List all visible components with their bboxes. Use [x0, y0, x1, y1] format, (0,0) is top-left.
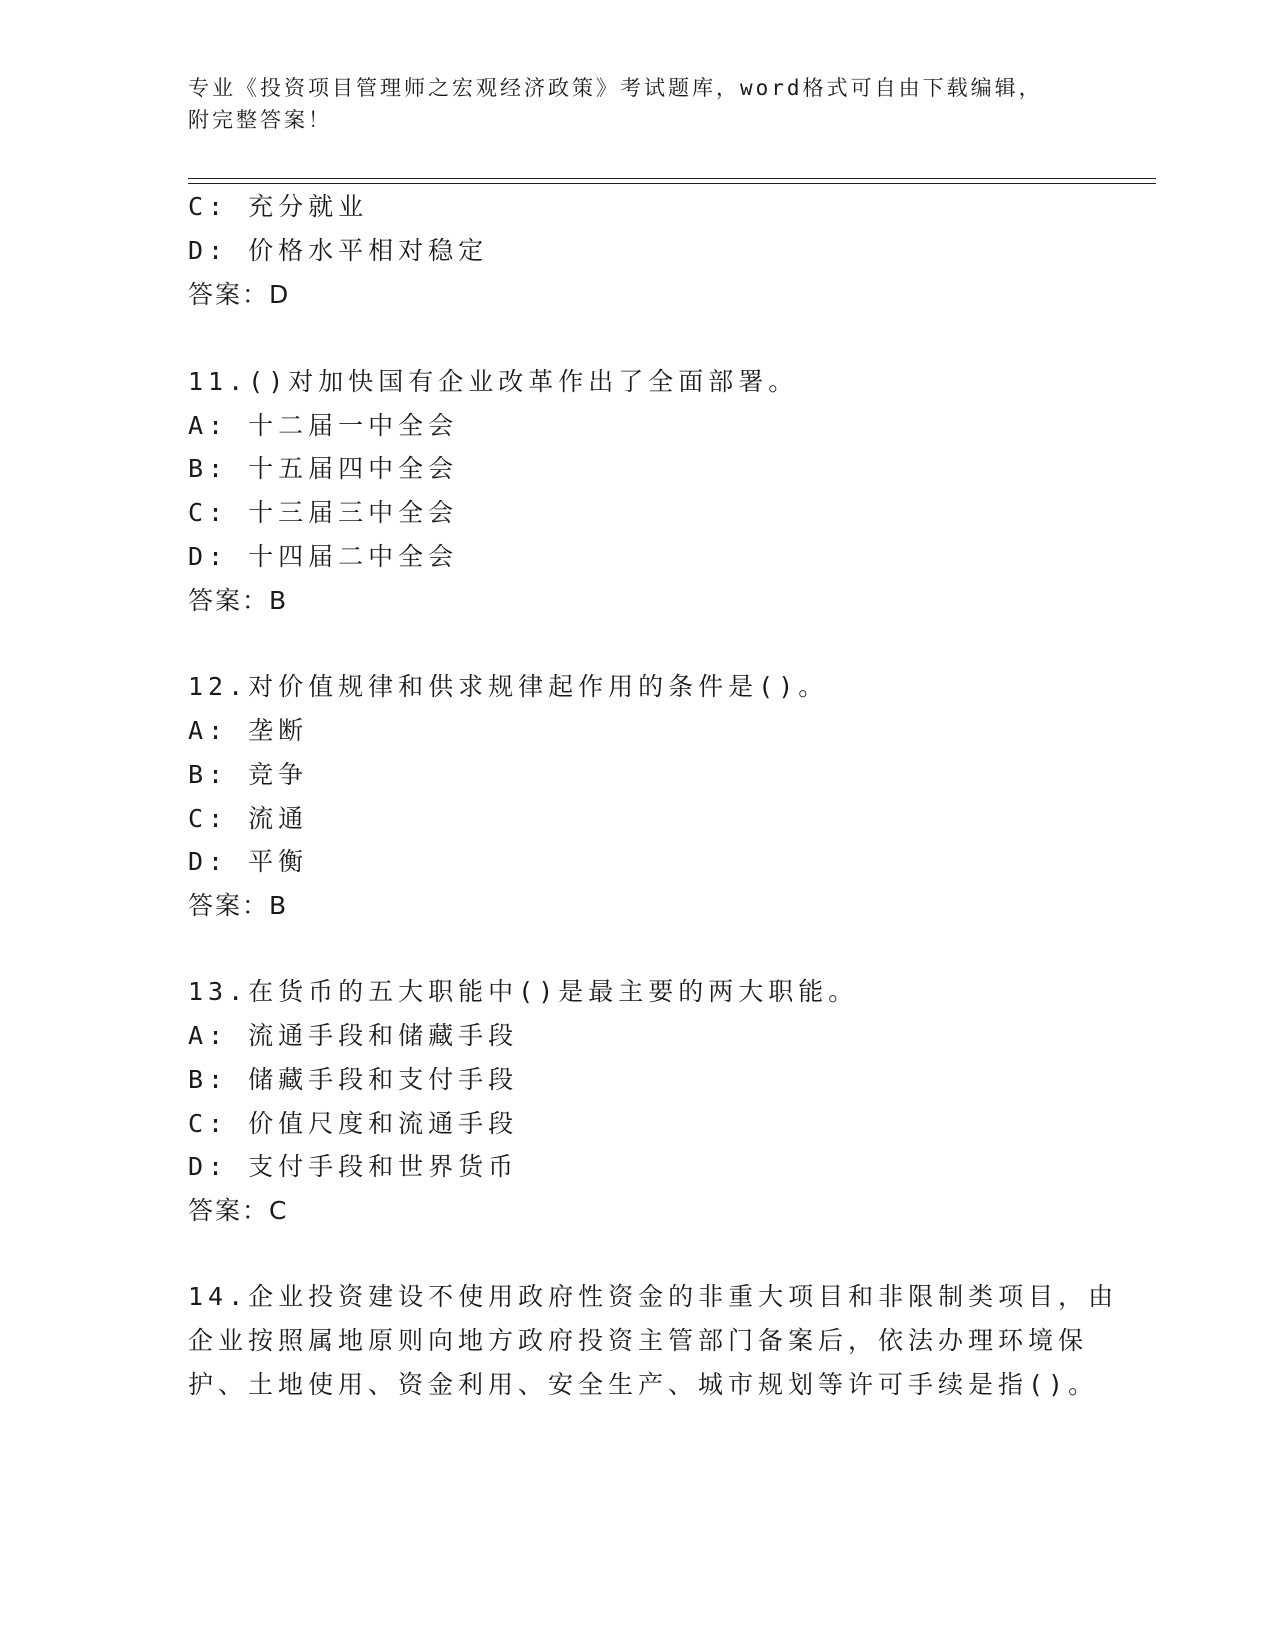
q11-option-c: C: 十三届三中全会	[188, 498, 459, 527]
document-header	[188, 72, 1088, 136]
q13-question: 13.在货币的五大职能中()是最主要的两大职能。	[188, 977, 859, 1006]
q13-option-d: D: 支付手段和世界货币	[188, 1152, 519, 1181]
q12-option-d: D: 平衡	[188, 847, 309, 876]
header-divider-top	[188, 178, 1156, 179]
q10-option-c: C: 充分就业	[188, 192, 369, 221]
q11-question: 11.()对加快国有企业改革作出了全面部署。	[188, 367, 799, 396]
q12-question: 12.对价值规律和供求规律起作用的条件是()。	[188, 672, 829, 701]
q13-option-c: C: 价值尺度和流通手段	[188, 1109, 519, 1138]
header-line-2: 附完整答案！	[188, 108, 332, 132]
q11-option-b: B: 十五届四中全会	[188, 454, 459, 483]
header-divider-bottom	[188, 183, 1156, 184]
q12-option-b: B: 竞争	[188, 760, 309, 789]
header-line-1: 专业《投资项目管理师之宏观经济政策》考试题库，word格式可自由下载编辑，	[188, 76, 1043, 100]
q10-answer: 答案：D	[188, 280, 291, 309]
q12-option-a: A: 垄断	[188, 716, 309, 745]
q11-option-a: A: 十二届一中全会	[188, 411, 459, 440]
q12-answer: 答案：B	[188, 891, 289, 920]
q14-question-line-3: 护、土地使用、资金利用、安全生产、城市规划等许可手续是指()。	[188, 1370, 1099, 1399]
q13-option-a: A: 流通手段和储藏手段	[188, 1021, 519, 1050]
q11-option-d: D: 十四届二中全会	[188, 542, 459, 571]
q12-option-c: C: 流通	[188, 804, 309, 833]
q10-option-d: D: 价格水平相对稳定	[188, 236, 489, 265]
q13-answer: 答案：C	[188, 1196, 289, 1225]
q11-answer: 答案：B	[188, 586, 289, 615]
q13-option-b: B: 储藏手段和支付手段	[188, 1065, 519, 1094]
q14-question-line-2: 企业按照属地原则向地方政府投资主管部门备案后，依法办理环境保	[188, 1326, 1089, 1355]
q14-question-line-1: 14.企业投资建设不使用政府性资金的非重大项目和非限制类项目，由	[188, 1282, 1119, 1311]
